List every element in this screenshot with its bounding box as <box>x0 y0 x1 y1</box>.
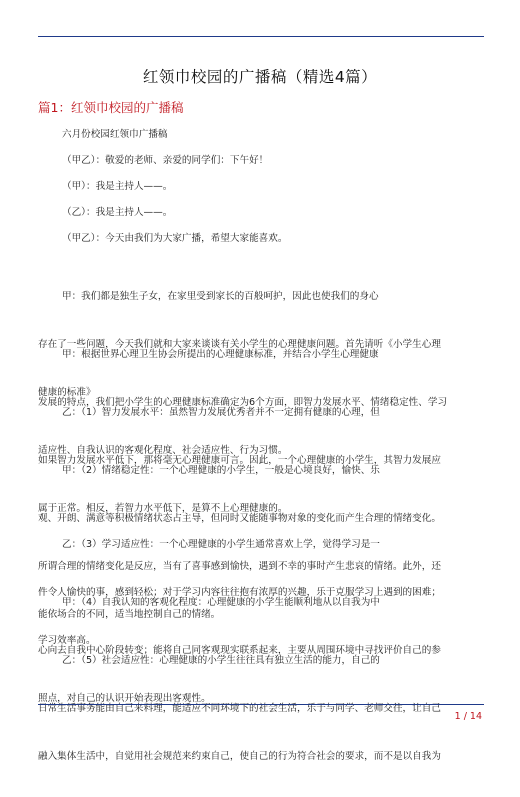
text-line: （甲乙）：今天由我们为大家广播，希望大家能喜欢。 <box>62 233 288 244</box>
text-line: （甲乙）：敬爱的老师、亲爱的同学们：下午好！ <box>62 155 269 166</box>
text-line: 件令人愉快的事，感到轻松；对于学习内容往往抱有浓厚的兴趣，乐于克服学习上遇到的困难； <box>38 587 441 598</box>
text-line: 乙：（5）社会适应性：心理健康的小学生往往具有独立生活的能力，自己的 <box>62 655 380 666</box>
text-line: 照点，对自己的认识开始表现出客观性。 <box>38 693 211 704</box>
paragraph <box>38 153 508 169</box>
paragraph <box>38 205 508 221</box>
text-line: 乙：（3）学习适应性：一个心理健康的小学生通常喜欢上学，觉得学习是一 <box>62 539 380 550</box>
text-line: 观、开朗、满意等积极情绪状态占主导，但同时又能随事物对象的变化而产生合理的情绪变化。 <box>38 513 441 524</box>
paragraph <box>38 127 508 143</box>
text-line: 健康的标准》 <box>38 387 96 398</box>
text-line: 能依场合的不同，适当地控制自己的情绪。 <box>38 609 221 620</box>
text-line: 甲：（4）自我认知的客观化程度：心理健康的小学生能顺利地从以自我为中 <box>62 597 380 608</box>
paragraph <box>38 179 508 195</box>
text-line: 日常生活事务能由自己来料理，能适应不同环境下的社会生活，乐于与同学、老师交往，让自己 <box>38 703 441 714</box>
document-title: 红领巾校园的广播稿（精选4篇） <box>142 68 378 86</box>
section-heading: 篇1：红领巾校园的广播稿 <box>38 100 184 115</box>
footer-rule <box>38 704 484 705</box>
text-line: 心向去自我中心阶段转变；能将自己同客观现实联系起来，主要从周围环境中寻找评价自己的参 <box>38 645 441 656</box>
text-line: 融入集体生活中，自觉用社会规范来约束自己，使自己的行为符合社会的要求，而不是以自我为 <box>38 751 441 762</box>
text-line: 六月份校园红领巾广播稿 <box>62 129 168 140</box>
paragraph <box>38 231 508 247</box>
text-line: （乙）：我是主持人——。 <box>62 207 173 218</box>
text-line: 适应性、自我认识的客观化程度、社会适应性、行为习惯。 <box>38 445 288 456</box>
page-indicator: 1 / 14 <box>454 711 482 722</box>
text-line: 甲：（2）情绪稳定性：一个心理健康的小学生，一般是心境良好，愉快、乐 <box>62 465 380 476</box>
header-rule <box>38 36 484 37</box>
text-line: 存在了一些问题，今天我们就和大家来谈谈有关小学生的心理健康问题。首先请听《小学生心理 <box>38 339 441 350</box>
paragraph <box>38 621 484 797</box>
text-line: 学习效率高。 <box>38 635 96 646</box>
text-line: 甲：根据世界心理卫生协会所提出的心理健康标准，并结合小学生心理健康 <box>62 349 379 360</box>
text-line: 甲：我们都是独生子女，在家里受到家长的百般呵护，因此也使我们的身心 <box>62 291 379 302</box>
text-line: （甲）：我是主持人——。 <box>62 181 173 192</box>
text-line: 乙：（1）智力发展水平：虽然智力发展优秀者并不一定拥有健康的心理，但 <box>62 407 380 418</box>
text-line: 所谓合理的情绪变化是反应，当有了喜事感到愉快，遇到不幸的事时产生悲哀的情绪。此外，还 <box>38 561 441 572</box>
text-line: 属于正常。相反，若智力水平低下，是算不上心理健康的。 <box>38 503 288 514</box>
text-line: 如果智力发展水平低下，那将毫无心理健康可言。因此，一个心理健康的小学生，其智力发展应 <box>38 455 441 466</box>
text-line: 发展的特点，我们把小学生的心理健康标准确定为6个方面，即智力发展水平、情绪稳定性、学习 <box>38 397 448 408</box>
